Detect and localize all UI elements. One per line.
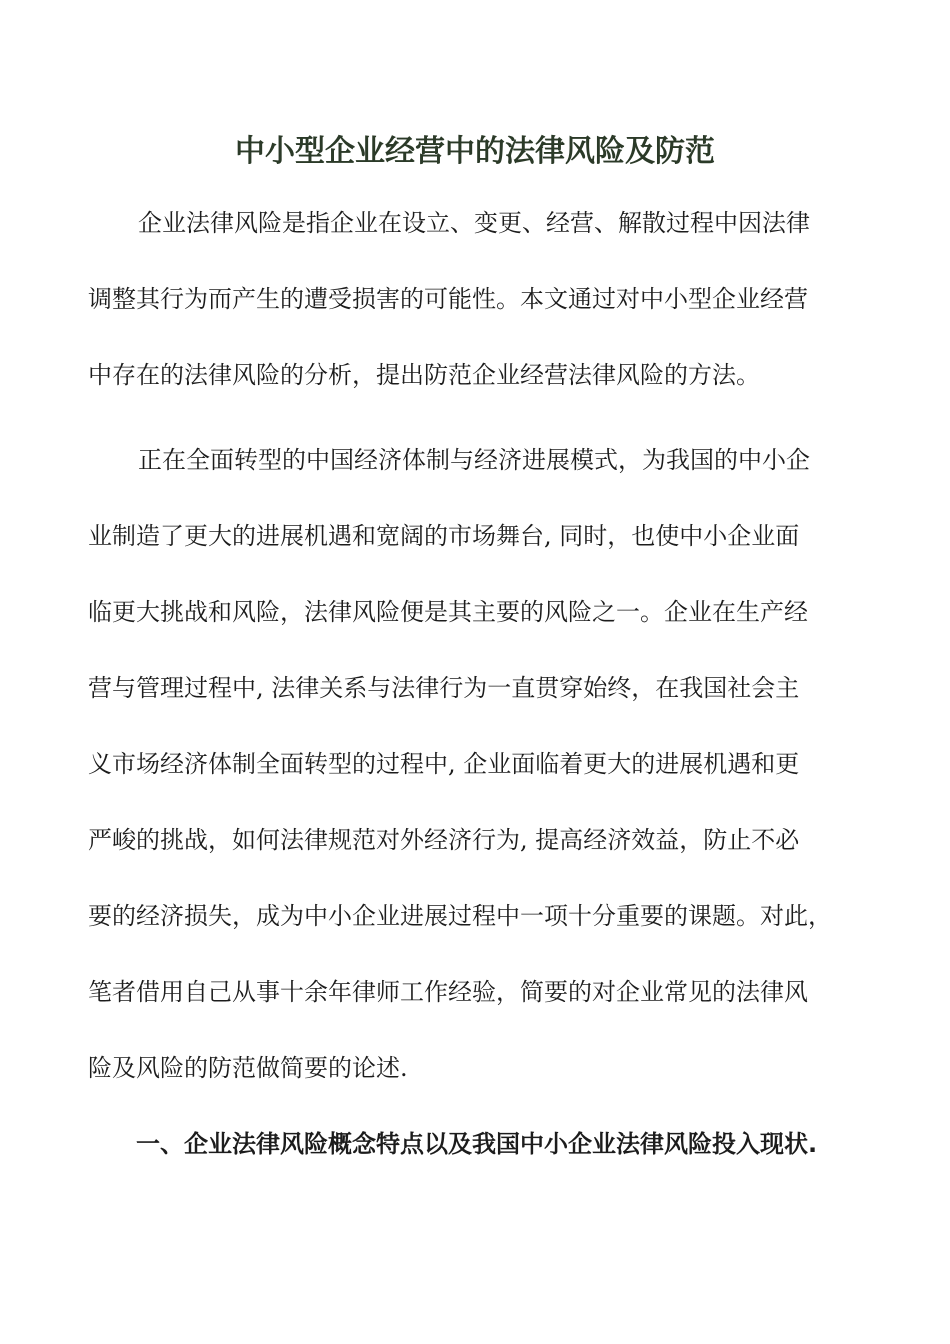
paragraph-line: 正在全面转型的中国经济体制与经济进展模式，为我国的中小企 [138, 446, 810, 474]
paragraph-line: 调整其行为而产生的遭受损害的可能性。本文通过对中小型企业经营 [88, 285, 808, 313]
paragraph-line: 营与管理过程中, 法律关系与法律行为一直贯穿始终，在我国社会主 [88, 674, 800, 702]
paragraph-line: 中存在的法律风险的分析，提出防范企业经营法律风险的方法。 [88, 361, 760, 389]
paragraph-line: 严峻的挑战，如何法律规范对外经济行为, 提高经济效益，防止不必 [88, 826, 800, 854]
paragraph-line: 要的经济损失，成为中小企业进展过程中一项十分重要的课题。对此， [88, 902, 832, 930]
paragraph-line: 险及风险的防范做简要的论述. [88, 1054, 408, 1082]
paragraph-line: 企业法律风险是指企业在设立、变更、经营、解散过程中因法律 [138, 209, 810, 237]
section-heading: 一、企业法律风险概念特点以及我国中小企业法律风险投入现状. [136, 1130, 818, 1158]
paragraph-background [88, 422, 858, 1106]
paragraph-line: 义市场经济体制全面转型的过程中, 企业面临着更大的进展机遇和更 [88, 750, 800, 778]
paragraph-line: 业制造了更大的进展机遇和宽阔的市场舞台, 同时，也使中小企业面 [88, 522, 800, 550]
paragraph-line: 临更大挑战和风险，法律风险便是其主要的风险之一。企业在生产经 [88, 598, 808, 626]
paragraph-line: 笔者借用自己从事十余年律师工作经验，简要的对企业常见的法律风 [88, 978, 808, 1006]
document-title: 中小型企业经营中的法律风险及防范 [235, 134, 715, 169]
paragraph-definition [88, 185, 858, 413]
